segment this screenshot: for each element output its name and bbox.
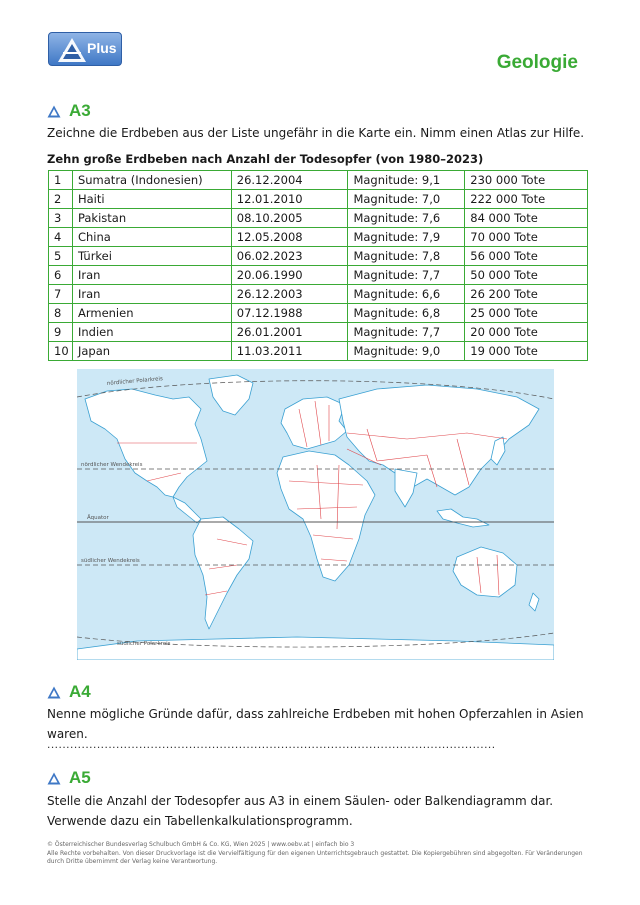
- rank-cell: 3: [49, 209, 73, 228]
- deaths-cell: 20 000 Tote: [465, 323, 588, 342]
- table-row: [49, 304, 588, 323]
- rank-cell: 7: [49, 285, 73, 304]
- rank-cell: 5: [49, 247, 73, 266]
- magnitude-cell: Magnitude: 7,7: [348, 323, 465, 342]
- table-caption: Zehn große Erdbeben nach Anzahl der Todesopfer (von 1980–2023): [47, 152, 484, 166]
- rank-cell: 8: [49, 304, 73, 323]
- world-map: [77, 369, 554, 660]
- magnitude-cell: Magnitude: 9,0: [348, 342, 465, 361]
- deaths-cell: 19 000 Tote: [465, 342, 588, 361]
- date-cell: 26.12.2003: [231, 285, 348, 304]
- north-tropic-label: nördlicher Wendekreis: [81, 462, 143, 468]
- table-row: [49, 285, 588, 304]
- answer-line[interactable]: .....................................................................................................................: [47, 737, 496, 751]
- deaths-cell: 70 000 Tote: [465, 228, 588, 247]
- deaths-cell: 26 200 Tote: [465, 285, 588, 304]
- task-a5-instruction: Stelle die Anzahl der Todesopfer aus A3 in einem Säulen- oder Balkendiagramm dar. Verwende dazu ein Tabellenkalkulationsprogramm.: [47, 794, 554, 828]
- date-cell: 11.03.2011: [231, 342, 348, 361]
- magnitude-cell: Magnitude: 7,6: [348, 209, 465, 228]
- footer-rights: Alle Rechte vorbehalten. Von dieser Druckvorlage ist die Vervielfältigung für den eigenen Unterrichtsgebrauch gestattet. Die Kopiergebühren sind abgegolten. Für Veränderungen durch Dritte übernimmt der Verlag keine Verantwortung.: [47, 849, 583, 865]
- magnitude-cell: Magnitude: 7,0: [348, 190, 465, 209]
- deaths-cell: 230 000 Tote: [465, 171, 588, 190]
- date-cell: 12.01.2010: [231, 190, 348, 209]
- date-cell: 26.01.2001: [231, 323, 348, 342]
- publisher-logo: [48, 32, 122, 66]
- task-a4-label: A4: [69, 682, 91, 701]
- footer: [47, 841, 587, 867]
- table-row: [49, 171, 588, 190]
- table-row: [49, 342, 588, 361]
- rank-cell: 4: [49, 228, 73, 247]
- date-cell: 06.02.2023: [231, 247, 348, 266]
- table-row: [49, 228, 588, 247]
- rank-cell: 6: [49, 266, 73, 285]
- rank-cell: 10: [49, 342, 73, 361]
- task-a3-instruction: Zeichne die Erdbeben aus der Liste ungefähr in die Karte ein. Nimm einen Atlas zur Hilfe.: [47, 126, 585, 140]
- footer-copyright: © Österreichischer Bundesverlag Schulbuch GmbH & Co. KG, Wien 2025 | www.oebv.at | einfach bio 3: [47, 841, 355, 848]
- magnitude-cell: Magnitude: 7,9: [348, 228, 465, 247]
- world-map-svg: [77, 369, 554, 660]
- magnitude-cell: Magnitude: 7,7: [348, 266, 465, 285]
- rank-cell: 2: [49, 190, 73, 209]
- north-polar-label: nördlicher Polarkreis: [106, 376, 164, 387]
- task-a5-header: [47, 768, 91, 788]
- logo-text: Plus: [87, 40, 117, 56]
- magnitude-cell: Magnitude: 6,8: [348, 304, 465, 323]
- date-cell: 20.06.1990: [231, 266, 348, 285]
- table-row: [49, 266, 588, 285]
- table-row: [49, 323, 588, 342]
- rank-cell: 9: [49, 323, 73, 342]
- magnitude-cell: Magnitude: 9,1: [348, 171, 465, 190]
- deaths-cell: 25 000 Tote: [465, 304, 588, 323]
- date-cell: 08.10.2005: [231, 209, 348, 228]
- location-cell: Iran: [72, 285, 231, 304]
- task-a4-instruction: Nenne mögliche Gründe dafür, dass zahlreiche Erdbeben mit hohen Opferzahlen in Asien waren.: [47, 707, 584, 741]
- subject-title: Geologie: [496, 52, 578, 73]
- deaths-cell: 56 000 Tote: [465, 247, 588, 266]
- south-tropic-label: südlicher Wendekreis: [81, 558, 140, 564]
- task-a5-label: A5: [69, 768, 91, 787]
- location-cell: Haiti: [72, 190, 231, 209]
- date-cell: 07.12.1988: [231, 304, 348, 323]
- location-cell: Pakistan: [72, 209, 231, 228]
- location-cell: Indien: [72, 323, 231, 342]
- triangle-task-icon: [47, 772, 61, 785]
- date-cell: 26.12.2004: [231, 171, 348, 190]
- location-cell: Sumatra (Indonesien): [72, 171, 231, 190]
- location-cell: Japan: [72, 342, 231, 361]
- table-row: [49, 190, 588, 209]
- location-cell: China: [72, 228, 231, 247]
- date-cell: 12.05.2008: [231, 228, 348, 247]
- task-a4-header: [47, 682, 91, 702]
- task-a3-label: A3: [69, 101, 91, 120]
- triangle-task-icon: [47, 686, 61, 699]
- south-polar-label: südlicher Polarkreis: [117, 641, 171, 647]
- triangle-task-icon: [47, 105, 61, 118]
- deaths-cell: 84 000 Tote: [465, 209, 588, 228]
- deaths-cell: 50 000 Tote: [465, 266, 588, 285]
- magnitude-cell: Magnitude: 6,6: [348, 285, 465, 304]
- magnitude-cell: Magnitude: 7,8: [348, 247, 465, 266]
- location-cell: Türkei: [72, 247, 231, 266]
- triangle-logo-icon: [57, 37, 87, 63]
- task-a3-header: [47, 101, 91, 121]
- location-cell: Iran: [72, 266, 231, 285]
- location-cell: Armenien: [72, 304, 231, 323]
- equator-label: Äquator: [87, 515, 109, 521]
- rank-cell: 1: [49, 171, 73, 190]
- table-row: [49, 209, 588, 228]
- table-row: [49, 247, 588, 266]
- earthquake-table: [48, 170, 588, 361]
- deaths-cell: 222 000 Tote: [465, 190, 588, 209]
